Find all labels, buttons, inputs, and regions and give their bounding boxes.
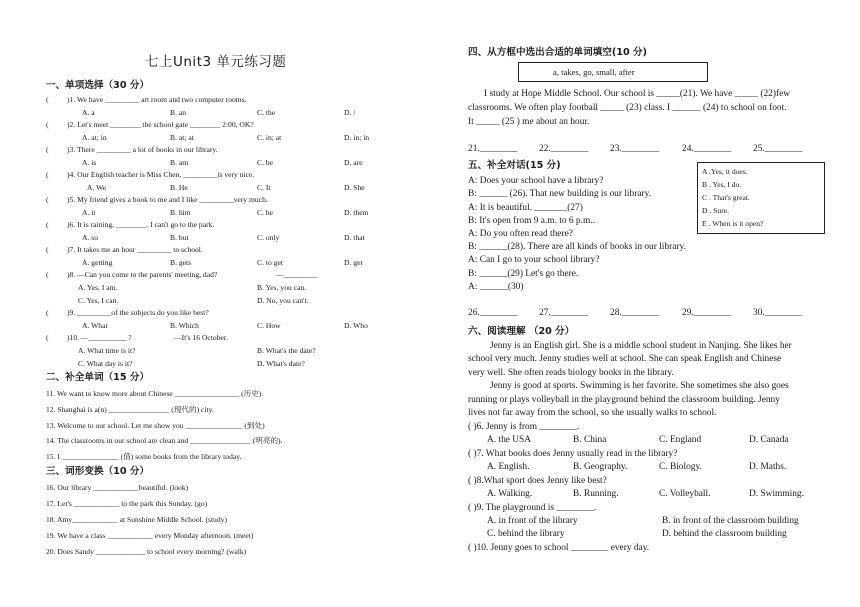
q1-paren: ( (46, 95, 49, 104)
q2-opt-b: B. at; at (170, 133, 194, 142)
q10-opt-c: C. What day is it? (78, 359, 133, 368)
q5-opt-a: A. it (82, 208, 96, 217)
rc-q9-opt-c: C. behind the library (487, 529, 565, 539)
q10-answer: —It's 16 October. (174, 333, 228, 342)
word-box (518, 62, 708, 82)
q1-opt-a: A. a (82, 108, 95, 117)
q5-stem: )5. My friend gives a book to me and I like _________very much. (67, 195, 268, 204)
blank-24: 24.________ (682, 144, 732, 154)
rc-q7-opt-d: D. Maths. (749, 462, 787, 472)
s6-passage-line-6: lives not far away from the school, so she usually walks to school. (468, 408, 717, 418)
q5-opt-c: C. he (257, 208, 274, 217)
dialogue-line-8: B: ______(29) Let's go there. (468, 269, 579, 279)
q10-paren: ( (46, 333, 49, 342)
q9-stem: )9. _________of the subjects do you like best? (67, 308, 209, 317)
q8-opt-b: B. Yes, you can. (257, 283, 307, 292)
form-line-17: 17. Let's ____________ to the park this Sunday. (go) (46, 499, 208, 508)
s6-passage-line-2: school very much. Jenny studies well at school. She can speak English and Chinese (468, 354, 782, 364)
q8-answer-line: —_________ (276, 270, 318, 279)
q6-opt-d: D. that (344, 233, 365, 242)
q4-opt-a: A. We (87, 183, 107, 192)
q5-opt-b: B. him (170, 208, 191, 217)
section4-heading: 四、从方框中选出合适的单词填空(10 分) (468, 47, 647, 58)
rc-q8-opt-b: B. Running. (573, 489, 619, 499)
q2-stem: )2. Let's meet ________ the school gate ________ 2:00, OK? (67, 120, 254, 129)
rc-q9-stem: ( )9. The playground is ________. (468, 503, 597, 513)
dialogue-line-6: B: ______(28). There are all kinds of books in our library. (468, 242, 686, 252)
q1-opt-d: D. / (344, 108, 356, 117)
q7-paren: ( (46, 245, 49, 254)
form-line-18: 18. Amy____________ at Sunshine Middle School. (study) (46, 515, 227, 524)
s4-passage-line-1: I study at Hope Middle School. Our school is _____(21). We have _____ (22)few (484, 89, 791, 99)
q4-stem: )4. Our English teacher is Miss Chen. _________is very nice. (67, 170, 255, 179)
q1-stem: )1. We have _________ art room and two computer rooms. (67, 95, 247, 104)
rc-q6-opt-c: C. England (659, 435, 702, 445)
blank-25: 25.________ (753, 144, 803, 154)
blank-21: 21.________ (468, 144, 518, 154)
q8-stem: )8. —Can you come to the parents' meeting, dad? (67, 270, 218, 279)
q9-opt-c: C. How (257, 321, 281, 330)
option-e: E . When is it open? (702, 219, 764, 228)
s6-passage-line-3: very well. She often reads biology books in the library. (468, 368, 674, 378)
dialogue-line-7: A: Can I go to your school library? (468, 255, 600, 265)
s6-passage-line-5: running or plays volleyball in the playground behind the classroom building. Jenny (468, 395, 780, 405)
q6-stem: )6. It is raining, ________. I can't go to the park. (67, 220, 215, 229)
q3-stem: )3. There _________ a lot of books in our library. (67, 145, 218, 154)
s4-passage-line-2: classrooms. We often play football _____ (23) class. I ______ (24) to school on foot. (468, 103, 787, 113)
dialogue-line-1: A: Does your school have a library? (468, 176, 604, 186)
q3-opt-a: A. is (82, 158, 97, 167)
fill-line-14: 14. The classrooms in our school are clean and ________________ (明亮的). (46, 436, 283, 445)
page-title: 七上Unit3 单元练习题 (145, 54, 287, 70)
q3-opt-b: B. am (170, 158, 189, 167)
dialogue-line-5: A: Do you often read there? (468, 229, 573, 239)
section1-heading: 一、单项选择（30 分） (46, 80, 150, 91)
q4-opt-c: C. It (257, 183, 271, 192)
q10-stem: )10. —__________ ? (67, 333, 132, 342)
dialogue-line-3: A: It is beautiful. _______(27) (468, 203, 583, 213)
q9-opt-a: A. What (82, 321, 108, 330)
q7-opt-d: D. get (344, 258, 363, 267)
rc-q9-opt-b: B. in front of the classroom building (662, 516, 799, 526)
blank-28: 28.________ (610, 308, 660, 318)
q6-opt-b: B. but (170, 233, 189, 242)
fill-line-13: 13. Welcome to our school. Let me show you _______________ (到处) (46, 421, 265, 430)
section2-heading: 二、补全单词（15 分） (46, 372, 150, 383)
q7-stem: )7. It takes me an hour _________ to school. (67, 245, 203, 254)
q8-opt-c: C. Yes, I can. (78, 296, 119, 305)
dialogue-line-2: B: ______ (26). That new building is our library. (468, 189, 652, 199)
form-line-20: 20. Does Sandy _____________ to school every morning? (walk) (46, 547, 247, 556)
q6-paren: ( (46, 220, 49, 229)
form-line-19: 19. We have a class ____________ every Monday afternoon. (meet) (46, 531, 254, 540)
blank-26: 26.________ (468, 308, 518, 318)
dialogue-options-box (697, 162, 825, 234)
rc-q7-opt-a: A. English. (487, 462, 530, 472)
q8-paren: ( (46, 270, 49, 279)
option-a: A .Yes, it does. (702, 167, 748, 176)
rc-q8-stem: ( )8.What sport does Jenny like best? (468, 476, 607, 486)
s6-passage-line-1: Jenny is an English girl. She is a middle school student in Nanjing. She likes her (490, 341, 792, 351)
rc-q10-stem: ( )10. Jenny goes to school ________ every day. (468, 543, 650, 553)
q3-opt-c: C. be (257, 158, 274, 167)
q3-paren: ( (46, 145, 49, 154)
q7-opt-b: B. gets (170, 258, 192, 267)
rc-q8-opt-c: C. Volleyball. (659, 489, 711, 499)
rc-q6-opt-a: A. the USA (487, 435, 532, 445)
rc-q7-opt-b: B. Geography. (573, 462, 628, 472)
q2-opt-a: A. at; in (82, 133, 107, 142)
blank-22: 22.________ (539, 144, 589, 154)
section6-heading: 六、阅读理解 （20 分） (468, 326, 575, 337)
dialogue-line-4: B: It's open from 9 a.m. to 6 p.m.. (468, 216, 595, 226)
q2-paren: ( (46, 120, 49, 129)
q3-opt-d: D. are (344, 158, 363, 167)
q7-opt-a: A. getting (82, 258, 113, 267)
q2-opt-d: D. in; in (344, 133, 370, 142)
option-c: C . That's great. (702, 193, 750, 202)
q10-opt-a: A. What time is it? (78, 346, 136, 355)
option-b: B . Yes, I do. (702, 180, 742, 189)
form-line-16: 16. Our library ____________beautiful. (look) (46, 483, 189, 492)
rc-q7-opt-c: C. Biology. (659, 462, 702, 472)
dialogue-line-9: A: ______(30) (468, 282, 524, 292)
rc-q7-stem: ( )7. What books does Jenny usually read in the library? (468, 449, 678, 459)
rc-q6-stem: ( )6. Jenny is from ________. (468, 422, 580, 432)
q1-opt-b: B. an (170, 108, 187, 117)
s6-passage-line-4: Jenny is good at sports. Swimming is her favorite. She sometimes she also goes (490, 381, 789, 391)
rc-q9-opt-a: A. in front of the library (487, 516, 578, 526)
q5-paren: ( (46, 195, 49, 204)
section3-heading: 三、词形变换（10 分） (46, 466, 150, 477)
rc-q6-opt-d: D. Canada (749, 435, 789, 445)
blank-27: 27.________ (539, 308, 589, 318)
q8-opt-d: D. No, you can't. (257, 296, 309, 305)
q8-opt-a: A. Yes, I am. (78, 283, 118, 292)
q4-opt-b: B. He (170, 183, 188, 192)
blank-23: 23.________ (610, 144, 660, 154)
q9-opt-d: D. Who (344, 321, 368, 330)
rc-q8-opt-d: D. Swimming. (749, 489, 804, 499)
q7-opt-c: C. to get (257, 258, 283, 267)
fill-line-11: 11. We want to know more about Chinese _________________ (历史). (46, 389, 264, 398)
q6-opt-a: A. so (82, 233, 99, 242)
blank-29: 29.________ (682, 308, 732, 318)
q10-opt-b: B. What's the date? (257, 346, 316, 355)
rc-q9-opt-d: D. behind the classroom building (662, 529, 787, 539)
q10-opt-d: D. What's date? (257, 359, 305, 368)
q4-paren: ( (46, 170, 49, 179)
q9-paren: ( (46, 308, 49, 317)
q6-opt-c: C. only (257, 233, 280, 242)
q4-opt-d: D. She (344, 183, 365, 192)
blank-30: 30.________ (753, 308, 803, 318)
rc-q6-opt-b: B. China (573, 435, 607, 445)
q1-opt-c: C. the (257, 108, 276, 117)
s4-passage-line-3: It _____ (25 ) me about an hour. (468, 117, 590, 127)
q5-opt-d: D. them (344, 208, 369, 217)
q9-opt-b: B. Which (170, 321, 199, 330)
rc-q8-opt-a: A. Walking. (487, 489, 533, 499)
section5-heading: 五、补全对话(15 分) (468, 160, 561, 171)
q2-opt-c: C. in; at (257, 133, 282, 142)
option-d: D . Sure. (702, 206, 729, 215)
word-box-text: a, takes, go, small, after (553, 67, 635, 77)
fill-line-15: 15. I _______________ (借) some books from the library today. (46, 452, 242, 461)
fill-line-12: 12. Shanghai is a(n) ________________ (现代的) city. (46, 405, 214, 414)
